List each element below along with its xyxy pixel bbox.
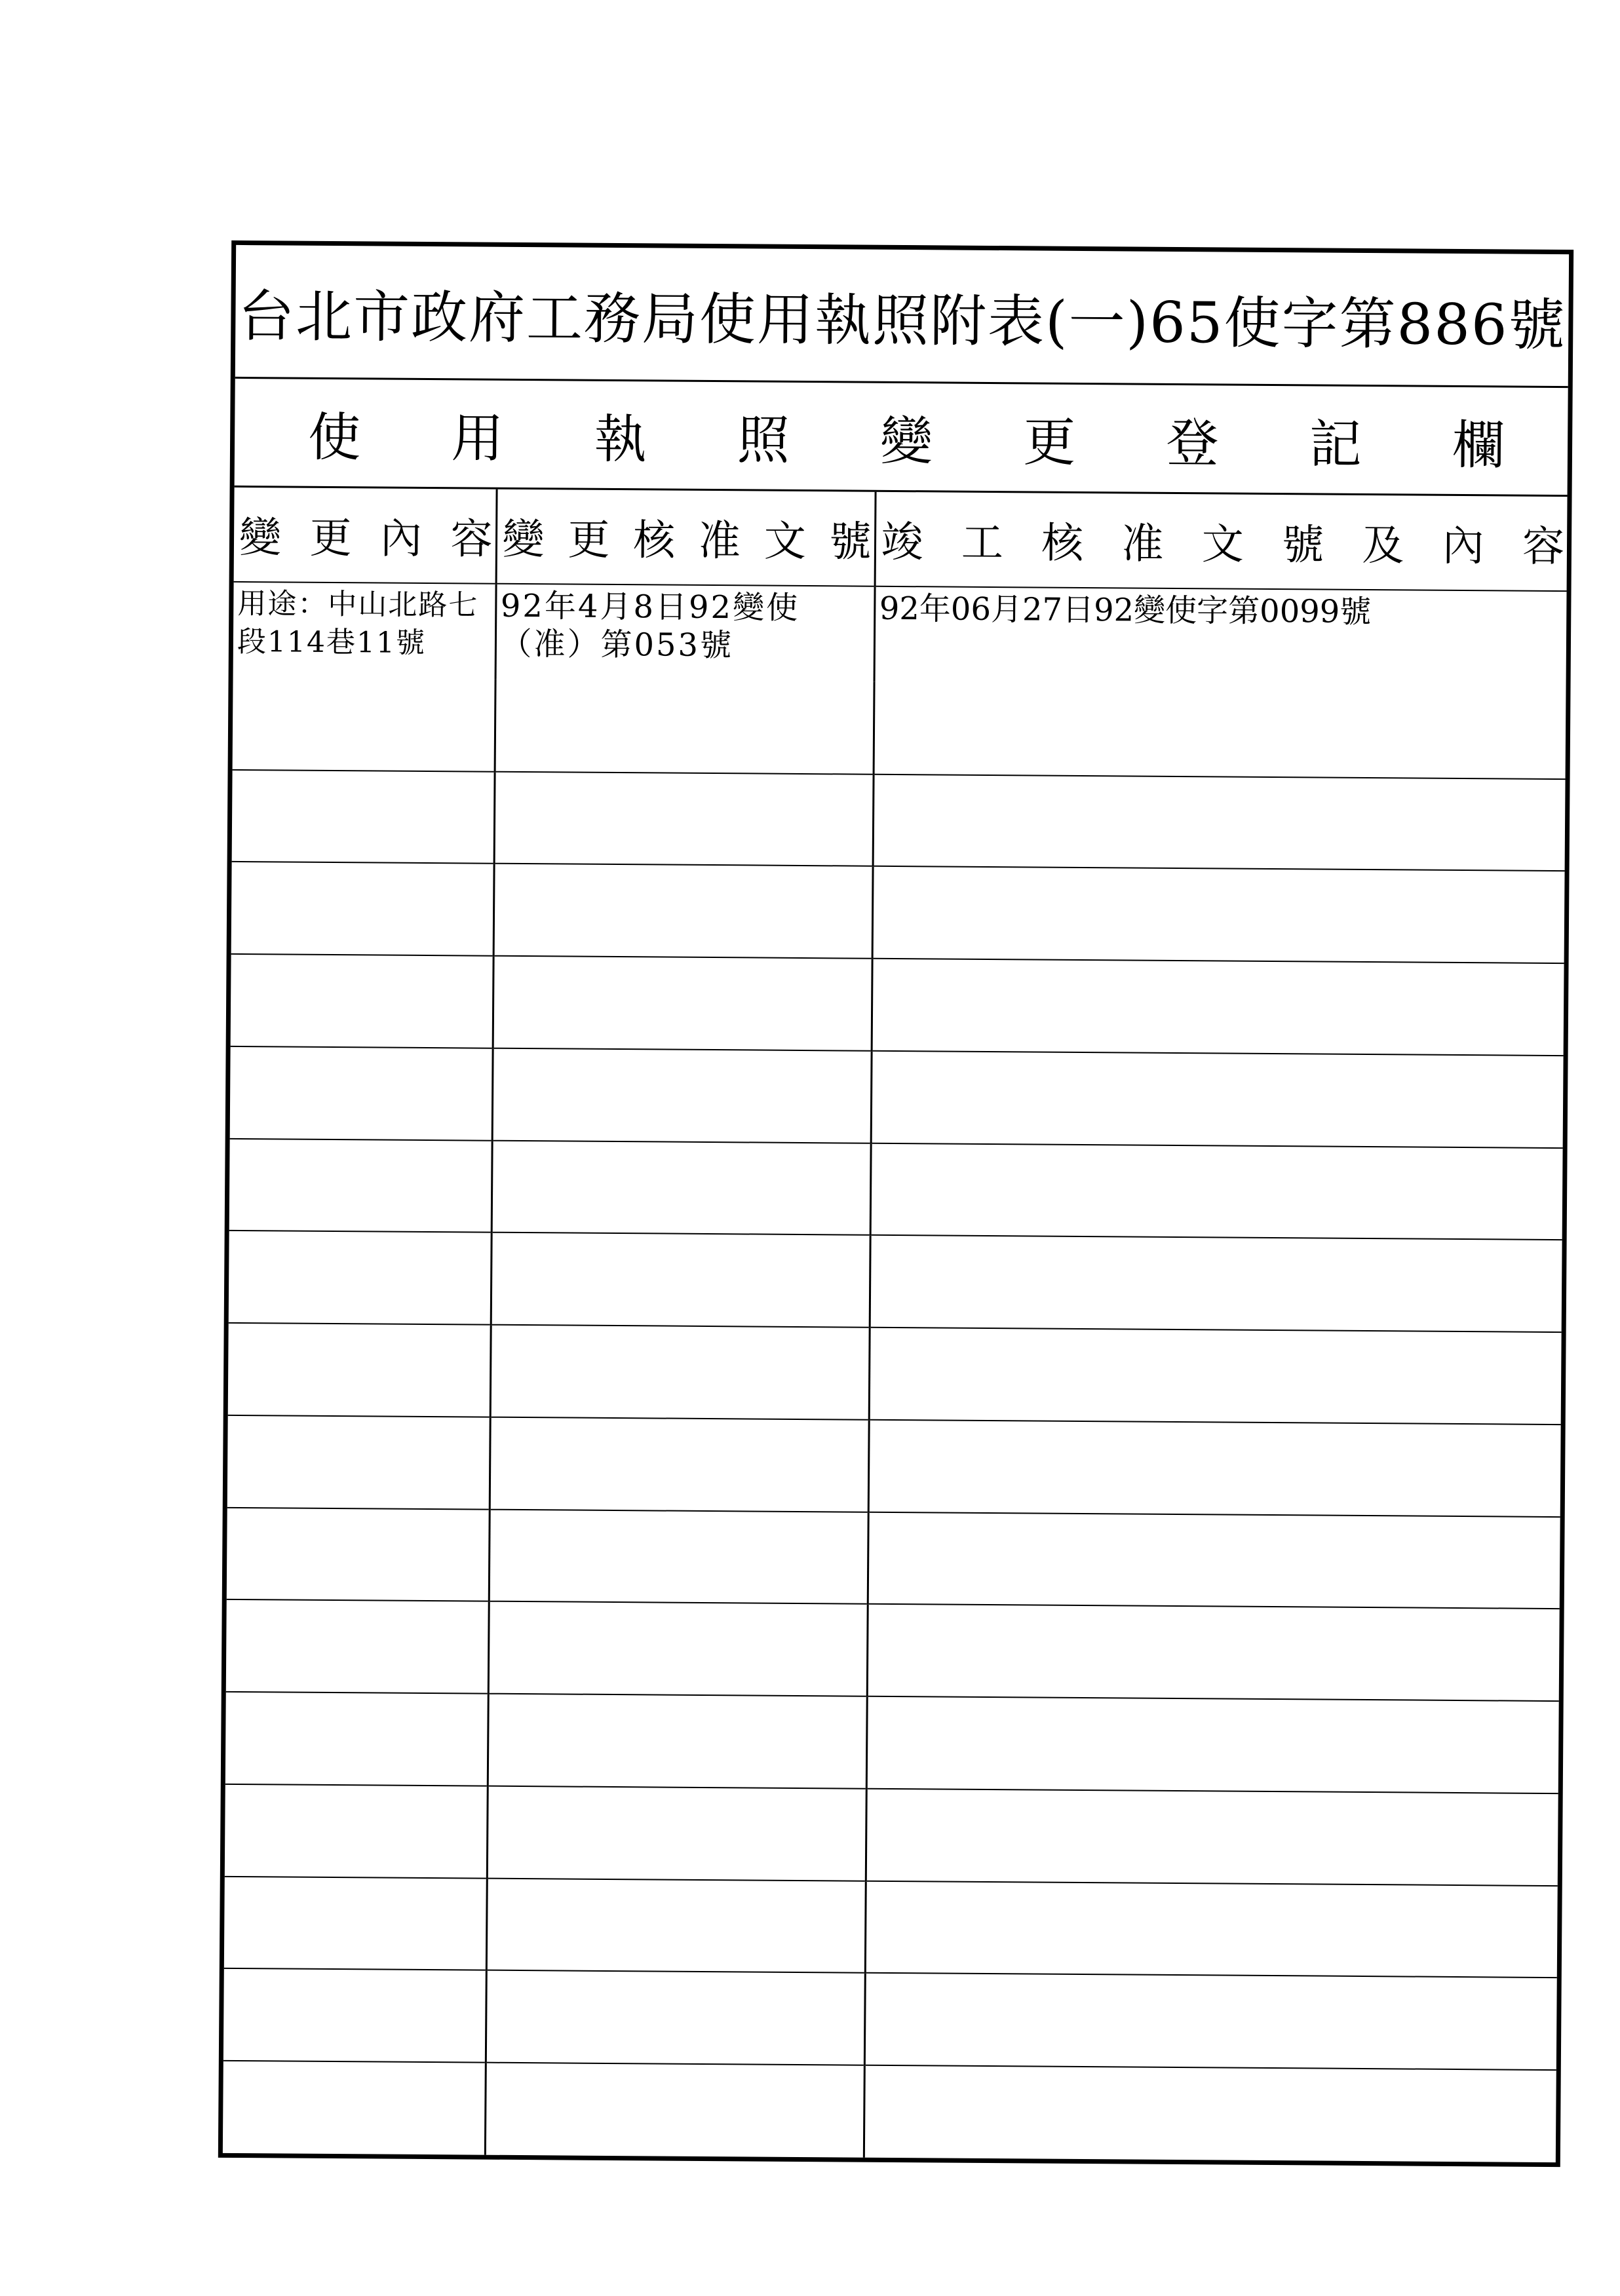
- empty-cell: [225, 1692, 488, 1786]
- empty-cell: [233, 678, 495, 772]
- glyph: 竣: [881, 518, 923, 567]
- empty-cell: [871, 1051, 1564, 1148]
- empty-cell: [225, 1784, 488, 1879]
- empty-cell: [227, 1415, 490, 1510]
- empty-cell: [872, 866, 1565, 963]
- empty-cell: [492, 1048, 872, 1143]
- empty-cell: [227, 1508, 490, 1602]
- glyph: 准: [698, 517, 741, 566]
- table-row: [230, 1046, 1564, 1148]
- empty-cell: [495, 679, 874, 775]
- glyph: 核: [632, 516, 676, 566]
- empty-cell: [490, 1417, 869, 1512]
- column-header-label: [497, 506, 874, 569]
- glyph: 記: [1309, 413, 1362, 475]
- empty-cell: [864, 1973, 1557, 2070]
- empty-cell: [493, 956, 872, 1051]
- glyph: 使: [307, 406, 361, 469]
- glyph: 容: [1522, 523, 1565, 572]
- empty-cell: [486, 1970, 865, 2065]
- table-row: [229, 1231, 1562, 1332]
- empty-cell: [486, 1878, 866, 1973]
- glyph: 號: [829, 518, 872, 567]
- empty-cell: [868, 1512, 1560, 1609]
- table-row: [231, 862, 1565, 963]
- table-header-row: [234, 488, 1568, 591]
- empty-cell: [489, 1509, 868, 1604]
- table-row: [226, 1599, 1560, 1701]
- table-row: [227, 1508, 1560, 1609]
- glyph: 容: [450, 515, 493, 565]
- glyph: 內: [379, 514, 423, 564]
- change-approval-text: 92年4月8日92變使（准）第053號: [500, 587, 800, 664]
- table-row: [223, 2061, 1556, 2162]
- form-title: 台北市政府工務局使用執照附表(一)65使字第886號: [237, 283, 1567, 358]
- empty-cell: [488, 1601, 868, 1696]
- license-form: [218, 240, 1573, 2167]
- title-row: [235, 245, 1569, 388]
- empty-cell: [864, 2065, 1556, 2162]
- empty-cell: [228, 1323, 491, 1417]
- change-register-table: [223, 488, 1568, 2162]
- empty-cell: [488, 1694, 867, 1789]
- heading-row: [235, 379, 1568, 497]
- empty-cell: [223, 2061, 486, 2155]
- empty-cell: [229, 1231, 492, 1325]
- glyph: 欄: [1452, 414, 1505, 476]
- glyph: 用: [451, 408, 504, 469]
- table-row: [233, 678, 1566, 779]
- completion-approval-text: 92年06月27日92變使字第0099號: [879, 590, 1372, 630]
- column-header-label: [876, 508, 1567, 573]
- glyph: 照: [737, 410, 790, 471]
- table-row: [233, 582, 1567, 687]
- empty-cell: [487, 1786, 866, 1881]
- empty-cell: [493, 864, 873, 959]
- glyph: 准: [1121, 520, 1164, 569]
- empty-cell: [231, 954, 493, 1048]
- table-row: [232, 770, 1566, 871]
- empty-cell: [492, 1140, 871, 1235]
- empty-cell: [223, 1968, 486, 2063]
- glyph: 執: [594, 408, 647, 470]
- glyph: 更: [1023, 411, 1076, 473]
- empty-cell: [865, 1881, 1558, 1978]
- glyph: 登: [1166, 412, 1219, 474]
- column-header-change-content: [234, 488, 497, 584]
- glyph: 更: [568, 516, 610, 565]
- table-row: [224, 1877, 1558, 1978]
- change-content-text: 用途：中山北路七段114巷11號: [237, 586, 479, 660]
- column-header-completion-approval: [875, 492, 1568, 591]
- table-row: [229, 1139, 1563, 1240]
- empty-cell: [873, 774, 1566, 871]
- column-header-label: [234, 504, 495, 566]
- glyph: 文: [763, 518, 806, 567]
- glyph: 號: [1281, 521, 1324, 570]
- change-approval-cell: [495, 584, 875, 682]
- empty-cell: [870, 1235, 1562, 1332]
- empty-cell: [485, 2063, 864, 2158]
- empty-cell: [872, 959, 1564, 1056]
- empty-cell: [868, 1420, 1561, 1517]
- table-row: [231, 954, 1564, 1056]
- glyph: 更: [309, 514, 352, 564]
- empty-cell: [229, 1139, 492, 1233]
- empty-cell: [867, 1604, 1560, 1701]
- empty-cell: [224, 1877, 487, 1971]
- empty-rows: [223, 678, 1566, 2162]
- empty-cell: [494, 771, 874, 866]
- empty-cell: [232, 770, 495, 864]
- empty-cell: [870, 1143, 1563, 1240]
- glyph: 變: [239, 514, 282, 563]
- glyph: 工: [961, 519, 1004, 568]
- table-row: [227, 1415, 1561, 1517]
- table-row: [228, 1323, 1562, 1425]
- empty-cell: [230, 1046, 493, 1141]
- table-row: [223, 1968, 1557, 2070]
- change-content-cell: [233, 582, 496, 679]
- column-header-change-approval: [496, 489, 876, 586]
- empty-cell: [490, 1325, 870, 1420]
- empty-cell: [866, 1789, 1558, 1886]
- table-row: [225, 1784, 1558, 1886]
- glyph: 變: [502, 516, 545, 565]
- empty-cell: [866, 1696, 1559, 1793]
- glyph: 內: [1442, 522, 1484, 571]
- empty-cell: [231, 862, 494, 956]
- form-heading: [235, 394, 1568, 479]
- empty-cell: [874, 682, 1566, 779]
- glyph: 變: [879, 410, 933, 472]
- empty-cell: [491, 1233, 870, 1328]
- empty-cell: [869, 1328, 1562, 1425]
- glyph: 及: [1362, 522, 1404, 571]
- table-row: [225, 1692, 1559, 1793]
- empty-cell: [226, 1599, 489, 1694]
- glyph: 核: [1041, 519, 1084, 569]
- completion-approval-cell: [874, 586, 1567, 687]
- glyph: 文: [1201, 520, 1244, 570]
